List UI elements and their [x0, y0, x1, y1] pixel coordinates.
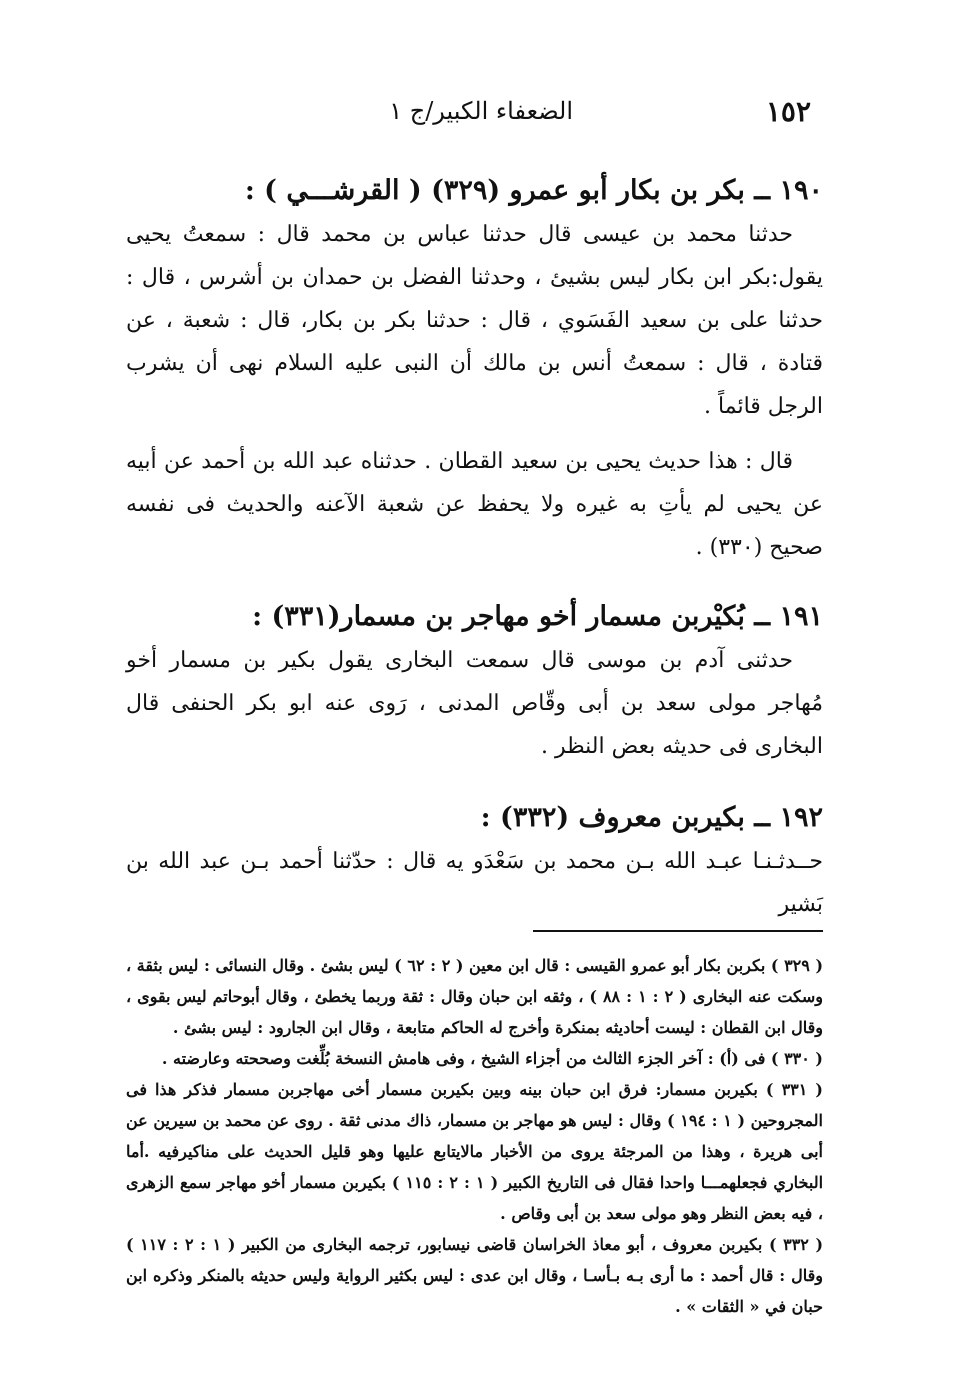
entry-heading: ١٩٢ ــ بكيربن معروف (٣٣٢) :	[480, 802, 823, 833]
running-title: الضعفاء الكبير/ج ١	[389, 97, 573, 125]
footnote-separator	[533, 930, 823, 932]
entry-heading: ١٩١ ــ بُكيْربن مسمار أخو مهاجر بن مسمار(٣٣١) :	[252, 601, 823, 632]
footnotes	[126, 950, 823, 1322]
footnote-330: ( ٣٣٠ ) فى (أ) : آخر الجزء الثالث من أجزاء الشيخ ، وفى هامش النسخة بُلِّغت وصححته وعارضته .	[161, 1049, 823, 1068]
entry-paragraph: حدثنى آدم بن موسى قال سمعت البخارى يقول بكير بن مسمار أخو مُهاجر مولى سعد بن أبى وقّاص المدنى ، رَوى عنه ابو بكر الحنفى قال البخارى فى حديثه بعض النظر .	[126, 648, 823, 759]
entry-heading: ١٩٠ ــ بكر بن بكار أبو عمرو (٣٢٩) ( القرشـــي ) :	[244, 175, 823, 206]
page-number: ١٥٢	[765, 95, 811, 128]
entry-191	[126, 597, 823, 768]
entry-192	[126, 798, 823, 926]
footnote-331: ( ٣٣١ ) بكيربن مسمار: فرق ابن حبان بينه وبين بكيربن مسمار أخى مهاجربن مسمار فذكر هذا فى المجروحين ( ١ : ١٩٤ ) وقال : ليس هو مهاجر بن مسمار، ذاك مدنى ثقة . روى عن محمد بن سيرين عن أبى هريرة ، وهذا من المرجئة يروى من الأخبار مالايتابع عليها وهو قليل الحديث على مناكيرفيه .أما البخاري فجعلهمـــا واحدا فقال فى التاريخ الكبير ( ١ : ٢ : ١١٥ ) بكيربن مسمار أخو مهاجر سمع الزهرى ، فيه بعض النظر وهو مولى سعد بن أبى وقاص .	[126, 1080, 824, 1223]
entry-paragraph: حدثنا محمد بن عيسى قال حدثنا عباس بن محمد قال : سمعتُ يحيى يقول:بكر ابن بكار ليس بشيئ ، وحدثنا الفضل بن حمدان بن أشرس ، قال : حدثنا على بن سعيد الفَسَوي ، قال : حدثنا بكر بن بكار، قال : شعبة ، عن قتادة ، قال : سمعتُ أنس بن مالك أن النبى عليه السلام نهى أن يشرب الرجل قائماً .	[126, 222, 823, 419]
footnote-332: ( ٣٣٢ ) بكيربن معروف ، أبو معاذ الخراسان قاضى نيسابور، ترجمه البخارى من الكبير ( ١ : ٢ : ١١٧ ) وقال : قال أحمد : ما أرى بـه بـأسـا ، وقال ابن عدى : ليس بكثير الرواية وليس حديثه بالمنكر وذكره ابن حبان في « الثقات » .	[126, 1235, 824, 1316]
page-header	[126, 95, 823, 135]
footnote-329: ( ٣٢٩ ) بكربن بكار أبو عمرو القيسى : قال ابن معين ( ٢ : ٦٢ ) ليس بشئ . وقال النسائى : ليس بثقة ، وسكت عنه البخارى ( ٢ : ١ : ٨٨ ) ، وثقه ابن حبان وقال : ثقة وربما يخطئ ، وقال أبوحاتم ليس بقوى ، وقال ابن القطان : ليست أحاديثه بمنكرة وأخرج له الحاكم متابعة ، وقال ابن الجارود : ليس بشئ .	[126, 956, 824, 1037]
entry-190	[126, 171, 823, 569]
entry-paragraph: حــدثـنـا عبـد الله بـن محمد بن سَعْدَو يه قال : حدّثنا أحمد بـن عبد الله بن بَشير	[126, 849, 823, 917]
entry-paragraph: قال : هذا حديث يحيى بن سعيد القطان . حدثناه عبد الله بن أحمد عن أبيه عن يحيى لم يأتِ به غيره ولا يحفظ عن شعبة الآعنه والحديث فى نفسه صحيح (٣٣٠) .	[126, 449, 823, 560]
